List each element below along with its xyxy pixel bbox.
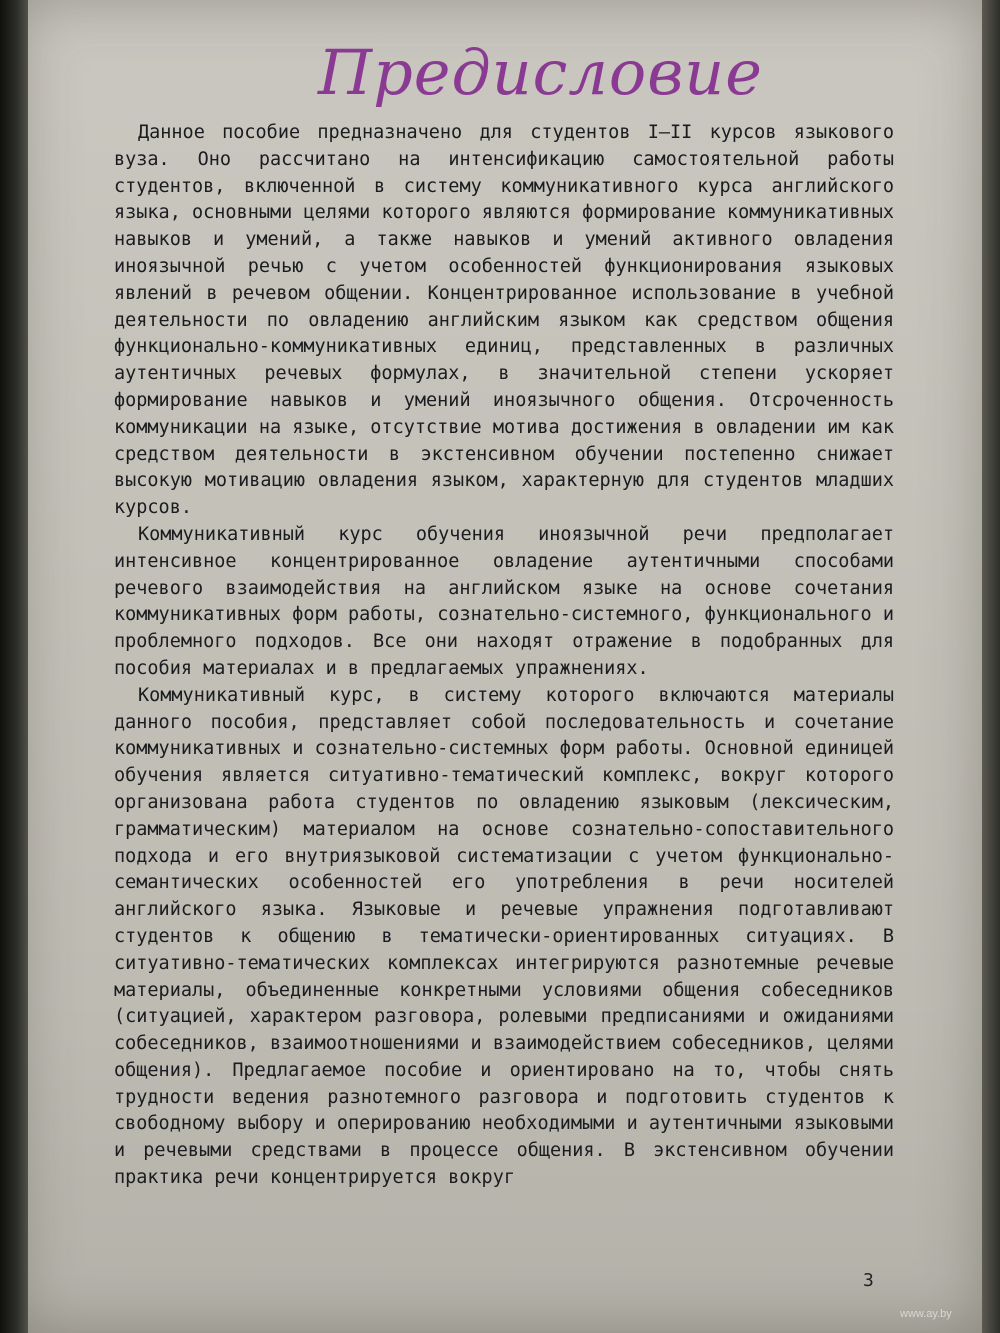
book-page [18, 0, 984, 1333]
title-block [318, 36, 763, 109]
paragraph-1: Данное пособие предназначено для студентов I—II курсов языкового вуза. Оно рассчитано на интенсификацию самостоятельной работы студентов, включенной в систему коммуникативного курса английского языка, основными целями которого являются формирование коммуникативных навыков и умений, а также навыков и умений активного овладения иноязычной речью с учетом особенностей функционирования языковых явлений в речевом общении. Концентрированное использование в учебной деятельности по овладению английским языком как средством общения функционально-коммуникативных единиц, представленных в различных аутентичных речевых формулах, в значительной степени ускоряет формирование навыков и умений иноязычного общения. Отсроченность коммуникации на языке, отсутствие мотива достижения в овладении им как средством деятельности в экстенсивном обучении постепенно снижает высокую мотивацию овладения языком, характерную для студентов младших курсов. [114, 122, 894, 519]
page-edge-shadow [982, 0, 1000, 1333]
paragraph-3: Коммуникативный курс, в систему которого включаются материалы данного пособия, представляет собой последовательность и сочетание коммуникативных и сознательно-системных форм работы. Основной единицей обучения является ситуативно-тематический комплекс, вокруг которого организована работа студентов по овладению языковым (лексическим, грамматическим) материалом на основе сознательно-сопоставительного подхода и его внутриязыковой систематизации с учетом функционально-семантических особенностей его употребления в речи носителей английского языка. Языковые и речевые упражнения подготавливают студентов к общению в тематически-ориентированных ситуациях. В ситуативно-тематических комплексах интегрируются разнотемные речевые материалы, объединенные конкретными условиями общения собеседников (ситуацией, характером разговора, ролевыми предписаниями и ожиданиями собеседников, взаимоотношениями и взаимодействием собеседников, целями общения). Предлагаемое пособие и ориентировано на то, чтобы снять трудности ведения разнотемного разговора и подготовить студентов к свободному выбору и оперированию необходимыми и аутентичными языковыми и речевыми средствами в процессе общения. В экстенсивном обучении практика речи концентрируется вокруг [114, 684, 894, 1189]
watermark: www.ay.by [900, 1308, 952, 1320]
page-number: 3 [863, 1270, 874, 1291]
body-text [114, 120, 894, 1192]
book-spine-shadow [0, 0, 28, 1333]
paragraph-2: Коммуникативный курс обучения иноязычной речи предполагает интенсивное концентрированное овладение аутентичными способами речевого взаимодействия на английском языке на основе сочетания коммуникативных форм работы, сознательно-системного, функционального и проблемного подходов. Все они находят отражение в подобранных для пособия материалах и в предлагаемых упражнениях. [114, 523, 894, 679]
page-title: Предисловие [318, 36, 763, 109]
